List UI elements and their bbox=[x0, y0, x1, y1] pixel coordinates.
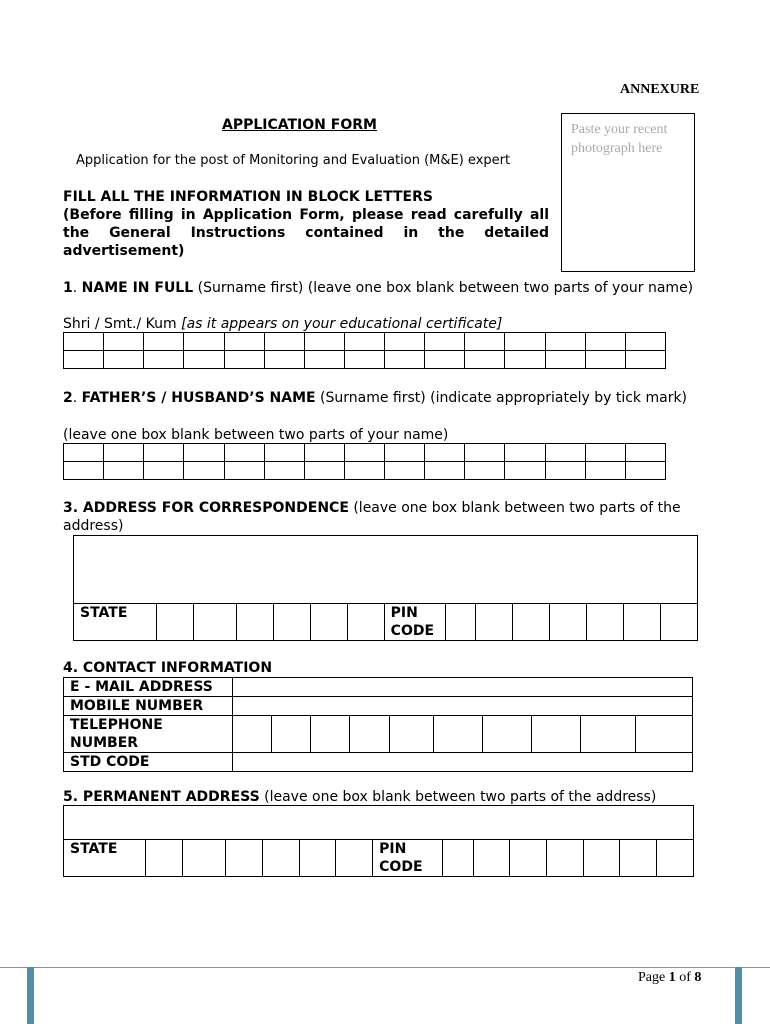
char-box[interactable] bbox=[465, 351, 505, 369]
char-box[interactable] bbox=[299, 840, 336, 877]
char-box[interactable] bbox=[465, 462, 505, 480]
form-subtitle: Application for the post of Monitoring and Evaluation (M&E) expert bbox=[76, 153, 511, 168]
char-box[interactable] bbox=[545, 333, 585, 351]
q5-note: (leave one box blank between two parts of the address) bbox=[264, 789, 657, 805]
photo-placeholder: Paste your recent photograph here bbox=[571, 122, 668, 156]
char-box[interactable] bbox=[473, 840, 510, 877]
contact-row bbox=[64, 753, 693, 772]
char-box[interactable] bbox=[144, 444, 184, 462]
char-box[interactable] bbox=[505, 333, 545, 351]
char-box[interactable] bbox=[224, 444, 264, 462]
instructions-line1: FILL ALL THE INFORMATION IN BLOCK LETTERS bbox=[63, 189, 433, 205]
footer-left-bar bbox=[27, 967, 34, 1024]
char-box[interactable] bbox=[465, 333, 505, 351]
contact-row bbox=[64, 697, 693, 716]
char-box[interactable] bbox=[144, 333, 184, 351]
q5-title: 5. PERMANENT ADDRESS bbox=[63, 789, 260, 805]
char-box[interactable] bbox=[264, 462, 304, 480]
char-box[interactable] bbox=[264, 351, 304, 369]
q3-note: (leave one box blank between two parts of the address) bbox=[63, 500, 681, 534]
char-box[interactable] bbox=[545, 351, 585, 369]
char-box[interactable] bbox=[350, 716, 389, 753]
char-box[interactable] bbox=[587, 604, 624, 641]
father-name-grid[interactable] bbox=[63, 443, 666, 480]
char-box[interactable] bbox=[304, 462, 344, 480]
email-field[interactable] bbox=[232, 678, 692, 697]
char-box[interactable] bbox=[585, 333, 625, 351]
char-box[interactable] bbox=[64, 351, 104, 369]
q2-note2: (leave one box blank between two parts of your name) bbox=[63, 427, 449, 443]
char-box[interactable] bbox=[304, 351, 344, 369]
q1-prefix: Shri / Smt./ Kum bbox=[63, 316, 177, 332]
char-box[interactable] bbox=[144, 351, 184, 369]
char-box[interactable] bbox=[64, 462, 104, 480]
char-box[interactable] bbox=[104, 333, 144, 351]
q4-heading bbox=[63, 659, 272, 677]
char-box[interactable] bbox=[264, 444, 304, 462]
char-box[interactable] bbox=[264, 333, 304, 351]
state-pin-row bbox=[64, 840, 694, 877]
char-box[interactable] bbox=[344, 351, 384, 369]
char-box[interactable] bbox=[482, 716, 531, 753]
form-title: APPLICATION FORM bbox=[222, 117, 377, 133]
footer-right-bar bbox=[735, 967, 742, 1024]
char-box[interactable] bbox=[193, 604, 236, 641]
char-box[interactable] bbox=[226, 840, 263, 877]
char-box[interactable] bbox=[513, 604, 550, 641]
grid-row bbox=[64, 351, 666, 369]
char-box[interactable] bbox=[625, 462, 665, 480]
correspondence-state-pin-row bbox=[73, 603, 698, 641]
char-box[interactable] bbox=[620, 840, 657, 877]
page-total: 8 bbox=[694, 970, 702, 985]
char-box[interactable] bbox=[336, 840, 373, 877]
char-box[interactable] bbox=[505, 462, 545, 480]
q1-title: NAME IN FULL bbox=[81, 280, 194, 296]
char-box[interactable] bbox=[146, 840, 183, 877]
char-box[interactable] bbox=[183, 840, 226, 877]
char-box[interactable] bbox=[224, 462, 264, 480]
char-box[interactable] bbox=[583, 840, 620, 877]
char-box[interactable] bbox=[144, 462, 184, 480]
char-box[interactable] bbox=[104, 444, 144, 462]
char-box[interactable] bbox=[156, 604, 193, 641]
char-box[interactable] bbox=[232, 716, 271, 753]
q1-number: 1 bbox=[63, 280, 73, 296]
char-box[interactable] bbox=[344, 444, 384, 462]
char-box[interactable] bbox=[547, 840, 584, 877]
char-box[interactable] bbox=[389, 716, 433, 753]
char-box[interactable] bbox=[304, 333, 344, 351]
char-box[interactable] bbox=[635, 716, 692, 753]
grid-row bbox=[64, 333, 666, 351]
char-box[interactable] bbox=[385, 351, 425, 369]
q2-number: 2 bbox=[63, 390, 73, 406]
q1-subline bbox=[63, 315, 502, 333]
q1-note: (Surname first) (leave one box blank between two parts of your name) bbox=[197, 280, 694, 296]
char-box[interactable] bbox=[545, 444, 585, 462]
char-box[interactable] bbox=[505, 444, 545, 462]
char-box[interactable] bbox=[104, 351, 144, 369]
photo-box[interactable] bbox=[561, 113, 695, 272]
page-current: 1 bbox=[668, 970, 676, 985]
char-box[interactable] bbox=[445, 604, 475, 641]
char-box[interactable] bbox=[271, 716, 310, 753]
char-box[interactable] bbox=[657, 840, 694, 877]
permanent-address-box[interactable] bbox=[63, 805, 694, 840]
char-box[interactable] bbox=[236, 604, 273, 641]
char-box[interactable] bbox=[104, 462, 144, 480]
char-box[interactable] bbox=[510, 840, 547, 877]
char-box[interactable] bbox=[347, 604, 384, 641]
char-box[interactable] bbox=[425, 333, 465, 351]
char-box[interactable] bbox=[304, 444, 344, 462]
footer-divider bbox=[0, 967, 770, 968]
q2-heading: 2. FATHER’S / HUSBAND’S NAME (Surname first) (indicate appropriately by tick mark) bbox=[63, 390, 688, 406]
char-box[interactable] bbox=[385, 444, 425, 462]
char-box[interactable] bbox=[184, 462, 224, 480]
state-pin-row bbox=[74, 604, 698, 641]
char-box[interactable] bbox=[425, 444, 465, 462]
char-box[interactable] bbox=[585, 462, 625, 480]
contact-table bbox=[63, 677, 693, 772]
char-box[interactable] bbox=[273, 604, 310, 641]
telephone-label: TELEPHONE NUMBER bbox=[64, 716, 233, 753]
char-box[interactable] bbox=[443, 840, 473, 877]
char-box[interactable] bbox=[531, 716, 580, 753]
char-box[interactable] bbox=[505, 351, 545, 369]
char-box[interactable] bbox=[64, 333, 104, 351]
grid-row bbox=[64, 462, 666, 480]
char-box[interactable] bbox=[625, 351, 665, 369]
char-box[interactable] bbox=[344, 333, 384, 351]
annexure-label: ANNEXURE bbox=[620, 82, 700, 97]
q5-heading bbox=[63, 788, 743, 806]
pin-code-label: PIN CODE bbox=[384, 604, 445, 641]
char-box[interactable] bbox=[425, 351, 465, 369]
state-label: STATE bbox=[64, 840, 146, 877]
contact-row bbox=[64, 716, 693, 753]
char-box[interactable] bbox=[224, 351, 264, 369]
char-box[interactable] bbox=[623, 604, 660, 641]
name-grid[interactable] bbox=[63, 332, 666, 369]
pin-code-label: PIN CODE bbox=[373, 840, 443, 877]
char-box[interactable] bbox=[465, 444, 505, 462]
char-box[interactable] bbox=[585, 444, 625, 462]
char-box[interactable] bbox=[311, 716, 350, 753]
q1-hint: [as it appears on your educational certificate] bbox=[181, 316, 503, 332]
instructions bbox=[63, 188, 549, 260]
mobile-field[interactable] bbox=[232, 697, 692, 716]
char-box[interactable] bbox=[660, 604, 697, 641]
char-box[interactable] bbox=[385, 333, 425, 351]
email-label: E - MAIL ADDRESS bbox=[64, 678, 233, 697]
char-box[interactable] bbox=[310, 604, 347, 641]
char-box[interactable] bbox=[625, 444, 665, 462]
permanent-state-pin-row bbox=[63, 839, 694, 877]
page-number bbox=[638, 970, 701, 986]
char-box[interactable] bbox=[262, 840, 299, 877]
char-box[interactable] bbox=[385, 462, 425, 480]
page-prefix: Page bbox=[638, 970, 666, 985]
mobile-label: MOBILE NUMBER bbox=[64, 697, 233, 716]
std-code-field[interactable] bbox=[232, 753, 692, 772]
char-box[interactable] bbox=[476, 604, 513, 641]
char-box[interactable] bbox=[581, 716, 636, 753]
q3-title: 3. ADDRESS FOR CORRESPONDENCE bbox=[63, 500, 349, 516]
char-box[interactable] bbox=[425, 462, 465, 480]
q1-heading: 1. NAME IN FULL (Surname first) (leave one box blank between two parts of your name) bbox=[63, 280, 694, 296]
char-box[interactable] bbox=[344, 462, 384, 480]
q3-heading bbox=[63, 499, 708, 535]
instructions-line2: (Before filling in Application Form, please read carefully all the General Instructions contained in the detailed advertisement) bbox=[63, 207, 549, 259]
char-box[interactable] bbox=[184, 333, 224, 351]
char-box[interactable] bbox=[64, 444, 104, 462]
page-of: of bbox=[679, 970, 691, 985]
char-box[interactable] bbox=[184, 351, 224, 369]
char-box[interactable] bbox=[433, 716, 482, 753]
contact-row bbox=[64, 678, 693, 697]
char-box[interactable] bbox=[184, 444, 224, 462]
q4-title: 4. CONTACT INFORMATION bbox=[63, 660, 273, 676]
grid-row bbox=[64, 444, 666, 462]
char-box[interactable] bbox=[550, 604, 587, 641]
state-label: STATE bbox=[74, 604, 157, 641]
correspondence-address-box[interactable] bbox=[73, 535, 698, 604]
char-box[interactable] bbox=[625, 333, 665, 351]
char-box[interactable] bbox=[224, 333, 264, 351]
q2-note: (Surname first) (indicate appropriately by tick mark) bbox=[320, 390, 688, 406]
std-code-label: STD CODE bbox=[64, 753, 233, 772]
char-box[interactable] bbox=[585, 351, 625, 369]
char-box[interactable] bbox=[545, 462, 585, 480]
q2-title: FATHER’S / HUSBAND’S NAME bbox=[81, 390, 316, 406]
